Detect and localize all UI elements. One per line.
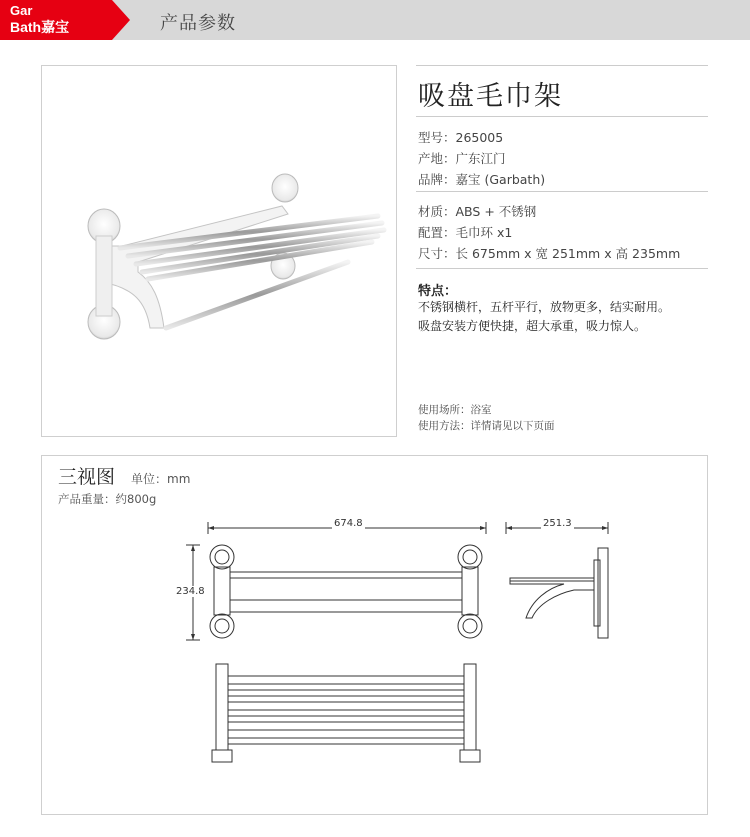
feature-item: 吸盘安装方便快捷，超大承重，吸力惊人。 (418, 319, 647, 333)
unit-label: 单位：mm (131, 472, 191, 486)
three-view-title: 三视图 (58, 466, 116, 488)
spec-config: 配置：毛巾环 x1 (418, 225, 513, 240)
section-title: 产品参数 (160, 13, 236, 34)
spec-model: 型号：265005 (418, 130, 504, 145)
spec-origin: 产地：广东江门 (418, 151, 506, 166)
product-name: 吸盘毛巾架 (418, 81, 563, 112)
dimension-length: 674.8 (334, 518, 363, 529)
dimension-width: 251.3 (543, 518, 572, 529)
logo-text-top: Gar (10, 3, 33, 18)
feature-item: 不锈钢横杆，五杆平行，放物更多，结实耐用。 (418, 300, 671, 314)
spec-size: 尺寸：长 675mm x 宽 251mm x 高 235mm (418, 246, 681, 261)
weight-label: 产品重量：约800g (58, 492, 157, 506)
features-title: 特点： (418, 284, 458, 299)
spec-material: 材质：ABS + 不锈钢 (418, 204, 537, 219)
spec-brand: 品牌：嘉宝 (Garbath) (418, 172, 546, 187)
usage-method: 使用方法：详情请见以下页面 (418, 420, 555, 432)
dimension-height: 234.8 (176, 586, 205, 597)
logo-text-bottom: Bath嘉宝 (10, 19, 70, 35)
usage-place: 使用场所：浴室 (418, 404, 492, 416)
